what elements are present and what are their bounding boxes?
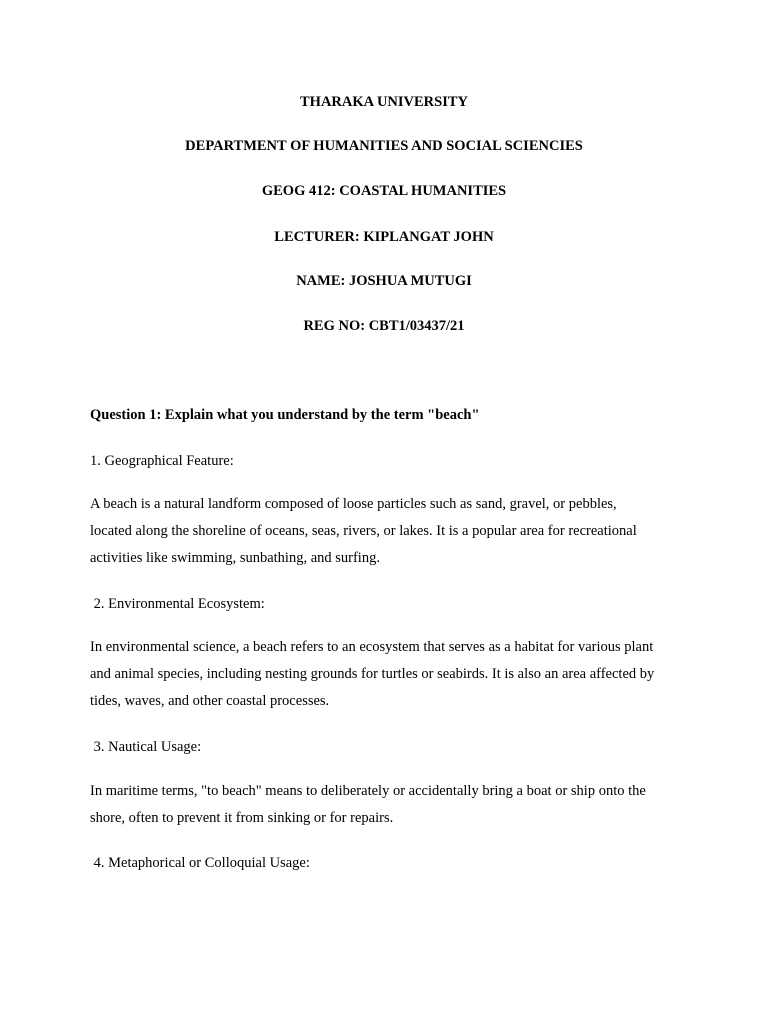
student-name-line: NAME: JOSHUA MUTUGI [296, 273, 472, 289]
paragraph-line: activities like swimming, sunbathing, and surfing. [90, 550, 380, 566]
department-title: DEPARTMENT OF HUMANITIES AND SOCIAL SCIENCIES [185, 138, 583, 154]
section-heading: 1. Geographical Feature: [90, 453, 234, 469]
paragraph-line: shore, often to prevent it from sinking or for repairs. [90, 810, 394, 826]
lecturer-line: LECTURER: KIPLANGAT JOHN [274, 229, 494, 245]
reg-no-line: REG NO: CBT1/03437/21 [303, 318, 465, 334]
paragraph-line: located along the shoreline of oceans, seas, rivers, or lakes. It is a popular area for recreational [90, 523, 637, 539]
course-title: GEOG 412: COASTAL HUMANITIES [261, 183, 507, 199]
university-title: THARAKA UNIVERSITY [300, 94, 468, 110]
section-paragraph [90, 634, 690, 715]
section-heading: 3. Nautical Usage: [90, 739, 202, 755]
paragraph-line: tides, waves, and other coastal processes. [90, 693, 330, 709]
section-paragraph [90, 491, 690, 572]
section-heading: 2. Environmental Ecosystem: [90, 596, 265, 612]
section-heading: 4. Metaphorical or Colloquial Usage: [90, 855, 310, 871]
paragraph-line: A beach is a natural landform composed of loose particles such as sand, gravel, or pebbles, [90, 496, 617, 512]
paragraph-line: In environmental science, a beach refers to an ecosystem that serves as a habitat for various plant [90, 639, 654, 655]
section-paragraph [90, 778, 690, 832]
paragraph-line: and animal species, including nesting grounds for turtles or seabirds. It is also an area affected by [90, 666, 655, 682]
paragraph-line: In maritime terms, "to beach" means to deliberately or accidentally bring a boat or ship onto the [90, 783, 646, 799]
question-title: Question 1: Explain what you understand by the term "beach" [90, 407, 480, 423]
